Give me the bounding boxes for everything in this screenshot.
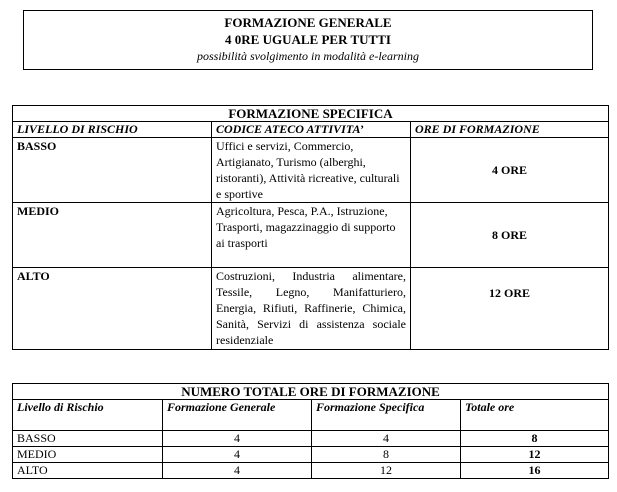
specific-hours-value: 4 (312, 431, 461, 447)
header-risk-level: Livello di Rischio (13, 400, 163, 431)
general-note: possibilità svolgimento in modalità e-learning (197, 49, 419, 63)
risk-level: BASSO (13, 431, 163, 447)
sectors: Agricoltura, Pesca, P.A., Istruzione, Trasporti, magazzinaggio di supporto ai trasporti (212, 203, 411, 268)
header-ateco-code: CODICE ATECO ATTIVITA’ (212, 122, 411, 138)
total-hours-value: 16 (461, 463, 609, 479)
risk-level: ALTO (13, 463, 163, 479)
totals-title: NUMERO TOTALE ORE DI FORMAZIONE (13, 384, 609, 400)
specific-title: FORMAZIONE SPECIFICA (13, 106, 609, 122)
table-row (13, 447, 609, 463)
total-hours-value: 8 (461, 431, 609, 447)
hours: 8 ORE (411, 203, 609, 268)
header-general-training: Formazione Generale (163, 400, 312, 431)
specific-training-table (12, 105, 609, 350)
total-hours-table (12, 383, 609, 479)
hours: 12 ORE (411, 268, 609, 350)
header-risk-level: LIVELLO DI RISCHIO (13, 122, 212, 138)
table-row (13, 203, 609, 268)
general-training-box (23, 10, 593, 70)
table-row (13, 463, 609, 479)
specific-hours-value: 12 (312, 463, 461, 479)
risk-level: MEDIO (13, 447, 163, 463)
header-training-hours: ORE DI FORMAZIONE (411, 122, 609, 138)
general-hours: 4 0RE UGUALE PER TUTTI (225, 32, 391, 47)
general-hours-value: 4 (163, 463, 312, 479)
risk-level: MEDIO (13, 203, 212, 268)
general-hours-value: 4 (163, 447, 312, 463)
risk-level: ALTO (13, 268, 212, 350)
header-total-hours: Totale ore (461, 400, 609, 431)
risk-level: BASSO (13, 138, 212, 203)
general-title: FORMAZIONE GENERALE (224, 15, 392, 30)
sectors: Uffici e servizi, Commercio, Artigianato, Turismo (alberghi, ristoranti), Attività ricreative, culturali e sportive (212, 138, 411, 203)
general-hours-value: 4 (163, 431, 312, 447)
table-row (13, 268, 609, 350)
sectors: Costruzioni, Industria alimentare, Tessile, Legno, Manifatturiero, Energia, Rifiuti, Raffinerie, Chimica, Sanità, Servizi di assistenza sociale residenziale (212, 268, 411, 350)
table-row (13, 431, 609, 447)
table-row (13, 138, 609, 203)
header-specific-training: Formazione Specifica (312, 400, 461, 431)
specific-hours-value: 8 (312, 447, 461, 463)
hours: 4 ORE (411, 138, 609, 203)
total-hours-value: 12 (461, 447, 609, 463)
